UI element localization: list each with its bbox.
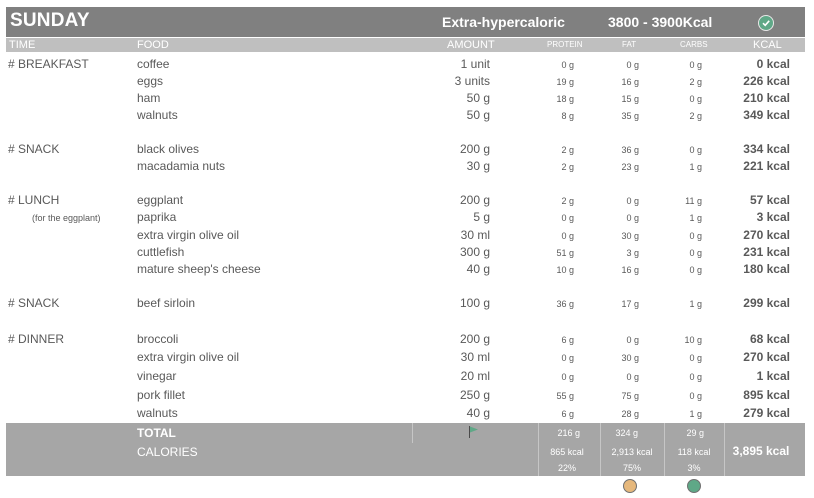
col-kcal: KCAL [753,39,782,51]
amount: 250 g [459,388,490,402]
food-name: beef sirloin [137,296,196,310]
amount: 30 g [466,159,490,173]
carbs-kcal: 118 kcal [677,447,711,457]
amount: 3 units [454,74,490,88]
carbs-value: 0 g [689,353,702,363]
protein-value: 0 g [561,231,574,241]
fat-value: 30 g [621,231,639,241]
kcal-value: 221 kcal [743,159,790,173]
fat-pct: 75% [622,463,641,473]
fat-value: 0 g [626,213,639,223]
col-amount: AMOUNT [447,39,495,51]
fat-value: 36 g [621,145,639,155]
protein-value: 0 g [561,60,574,70]
food-name: paprika [137,210,177,224]
amount: 100 g [459,296,490,310]
protein-value: 0 g [561,213,574,223]
kcal-value: 226 kcal [743,74,790,88]
col-carbs: CARBS [680,40,708,49]
fat-value: 0 g [626,60,639,70]
protein-value: 36 g [556,299,574,309]
calories-label: CALORIES [137,445,198,459]
meal-label: # BREAKFAST [8,57,89,71]
title-bar [6,7,805,37]
food-name: coffee [137,57,170,71]
food-name: ham [137,91,161,105]
fat-value: 35 g [621,111,639,121]
amount: 50 g [466,108,490,122]
carbs-value: 2 g [689,111,702,121]
fat-value: 15 g [621,94,639,104]
food-name: walnuts [137,108,178,122]
day-title: SUNDAY [10,10,90,31]
kcal-value: 1 kcal [756,369,790,383]
protein-value: 10 g [556,265,574,275]
protein-value: 2 g [561,196,574,206]
total-kcal: 3,895 kcal [732,444,790,458]
protein-value: 2 g [561,145,574,155]
carbs-value: 1 g [689,213,702,223]
kcal-range: 3800 - 3900Kcal [608,14,713,30]
food-name: pork fillet [137,388,186,402]
protein-value: 8 g [561,111,574,121]
kcal-value: 270 kcal [743,228,790,242]
fat-value: 23 g [621,162,639,172]
protein-value: 6 g [561,409,574,419]
food-name: vinegar [137,369,177,383]
meal-label: # SNACK [8,142,60,156]
total-carbs-g: 29 g [686,428,704,438]
totals-panel [6,423,805,476]
kcal-value: 279 kcal [743,406,790,420]
food-name: broccoli [137,332,179,346]
fat-value: 16 g [621,77,639,87]
food-name: walnuts [137,406,178,420]
col-food: FOOD [137,39,169,51]
carbs-value: 0 g [689,60,702,70]
protein-pct: 22% [557,463,576,473]
carbs-value: 11 g [685,196,702,206]
food-name: eggs [137,74,164,88]
divider [412,423,413,443]
column-header-bar [6,38,805,52]
carbs-value: 0 g [689,248,702,258]
carbs-value: 0 g [689,94,702,104]
carbs-indicator-dot [687,479,701,493]
food-name: mature sheep's cheese [137,262,261,276]
amount: 200 g [459,193,490,207]
kcal-value: 334 kcal [743,142,790,156]
kcal-value: 270 kcal [743,350,790,364]
protein-value: 19 g [556,77,574,87]
col-fat: FAT [622,40,637,49]
fat-value: 28 g [621,409,639,419]
col-time: TIME [9,39,36,51]
kcal-value: 895 kcal [743,388,790,402]
food-name: macadamia nuts [137,159,226,173]
amount: 200 g [459,142,490,156]
protein-value: 6 g [561,335,574,345]
food-name: extra virgin olive oil [137,350,240,364]
protein-value: 51 g [556,248,574,258]
kcal-value: 231 kcal [743,245,790,259]
amount: 20 ml [460,369,490,383]
meal-label: # DINNER [8,332,65,346]
meal-note: (for the eggplant) [32,213,101,223]
meal-label: # LUNCH [8,193,60,207]
fat-value: 17 g [621,299,639,309]
food-name: extra virgin olive oil [137,228,240,242]
fat-value: 0 g [626,335,639,345]
amount: 30 ml [460,350,490,364]
carbs-value: 0 g [689,231,702,241]
carbs-value: 10 g [684,335,702,345]
fat-kcal: 2,913 kcal [611,447,653,457]
fat-value: 3 g [626,248,639,258]
amount: 1 unit [460,57,490,71]
diet-type: Extra-hypercaloric [442,14,565,30]
fat-value: 30 g [621,353,639,363]
fat-value: 0 g [626,196,639,206]
carbs-value: 1 g [689,409,702,419]
amount: 5 g [473,210,490,224]
amount: 40 g [466,406,490,420]
protein-value: 0 g [561,372,574,382]
carbs-value: 1 g [689,162,702,172]
amount: 30 ml [460,228,490,242]
carbs-value: 0 g [689,372,702,382]
fat-value: 16 g [621,265,639,275]
kcal-value: 57 kcal [749,193,790,207]
protein-value: 2 g [561,162,574,172]
carbs-value: 0 g [689,265,702,275]
carbs-value: 0 g [689,145,702,155]
col-protein: PROTEIN [547,40,583,49]
kcal-value: 180 kcal [743,262,790,276]
check-circle-icon [758,15,774,31]
food-name: cuttlefish [137,245,185,259]
food-name: eggplant [137,193,184,207]
protein-value: 18 g [556,94,574,104]
protein-value: 0 g [561,353,574,363]
total-fat-g: 324 g [615,428,638,438]
kcal-value: 210 kcal [743,91,790,105]
fat-indicator-dot [623,479,637,493]
carbs-value: 2 g [689,77,702,87]
carbs-value: 1 g [689,299,702,309]
fat-value: 0 g [626,372,639,382]
amount: 300 g [459,245,490,259]
total-protein-g: 216 g [557,428,580,438]
kcal-value: 0 kcal [756,57,790,71]
protein-value: 55 g [556,391,574,401]
amount: 40 g [466,262,490,276]
amount: 200 g [459,332,490,346]
kcal-value: 68 kcal [749,332,790,346]
carbs-pct: 3% [687,463,701,473]
total-label: TOTAL [137,426,176,440]
meal-label: # SNACK [8,296,60,310]
protein-kcal: 865 kcal [550,447,584,457]
food-name: black olives [137,142,200,156]
fat-value: 75 g [621,391,639,401]
kcal-value: 349 kcal [743,108,790,122]
flag-icon [468,425,480,441]
kcal-value: 3 kcal [756,210,790,224]
kcal-value: 299 kcal [743,296,790,310]
amount: 50 g [466,91,490,105]
carbs-value: 0 g [689,391,702,401]
